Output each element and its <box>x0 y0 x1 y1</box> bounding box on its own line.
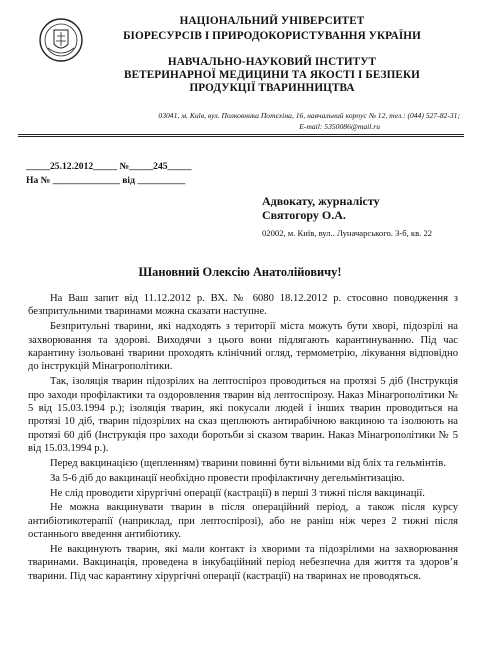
addressee-name: Святогору О.А. <box>262 208 346 222</box>
outgoing-ref-line: _____25.12.2012_____ №_____245_____ <box>26 161 192 172</box>
university-seal-icon <box>38 14 84 66</box>
institute-email: E-mail: 5350086@mail.ru <box>299 122 380 131</box>
body-paragraph: За 5-6 діб до вакцинації необхідно провести профілактичну дегельмінтизацію. <box>50 472 405 484</box>
body-paragraph: Не вакцинують тварин, які мали контакт із хворими та підозрілими на захворювання тваринами. Вакцинація, проведена в інкубаційний період небезпечна для життя та здоров’я тварини. Під час карантину хірургічні операції (кастрації) на тваринах не проводяться. <box>28 544 458 582</box>
addressee-address: 02002, м. Київ, вул.. Луначарського. 3-б, кв. 22 <box>262 228 433 238</box>
body-paragraph: Перед вакцинацією (щепленням) тварини повинні бути вільними від бліх та гельмінтів. <box>50 458 446 470</box>
body-paragraph: Не можна вакцинувати тварин в після операційний період, а також після курсу антибіотикотерапії (наприклад, при лептоспірозі), або не раніш ніж через 2 тижні після останнього введення антибіотику. <box>28 502 458 541</box>
institute-address: 03041, м. Київ, вул. Полковника Потєхіна, 16, навчальний корпус № 12, тел.: (044) 527-82-31; <box>158 111 460 120</box>
institute-name-line2: ВЕТЕРИНАРНОЇ МЕДИЦИНИ ТА ЯКОСТІ І БЕЗПЕКИ <box>124 69 420 81</box>
header-rule-top <box>18 134 464 135</box>
addressee-title: Адвокату, журналісту <box>262 194 380 208</box>
body-paragraph: Так, ізоляція тварин підозрілих на лептоспіроз проводиться на протязі 5 діб (Інструкція про заходи профілактики та оздоровлення тварин від лептоспірозу. Наказ Мінагрополітики № 5 від 15.03.1994 р.); ізоляція тварин, які покусали людей і інших тварин проводиться на протязі 10 діб, тварин підозрілих на сказ щеплюють антирабічною вакциною та ізолюють на протязі 60 діб (Інструкція про заходи боротьби зі сказом тварин. Наказ Мінагрополітики № 5 від 15.03.1994 р.). <box>28 376 458 455</box>
institute-name-line1: НАВЧАЛЬНО-НАУКОВИЙ ІНСТИТУТ <box>167 56 377 68</box>
header-rule-bottom <box>18 136 464 137</box>
salutation: Шановний Олексію Анатолійовичу! <box>138 265 342 279</box>
body-paragraph: Безпритульні тварини, які надходять з території міста можуть бути хворі, підозрілі на захворювання та здорові. Виходячи з цього вони підлягають карантинуванню. Під час карантину ізольовані тварини проходять клінічний огляд, термометрію, лікування відповідно до інструкцій Мінагрополітики. <box>28 321 458 373</box>
university-name-line1: НАЦІОНАЛЬНИЙ УНІВЕРСИТЕТ <box>179 15 365 27</box>
university-name-line2: БІОРЕСУРСІВ І ПРИРОДОКОРИСТУВАННЯ УКРАЇНИ <box>123 30 421 42</box>
body-paragraph: На Ваш запит від 11.12.2012 р. ВХ. № 6080 18.12.2012 р. стосовно поводження з безпритульними тваринами можна сказати наступне. <box>28 293 458 318</box>
institute-name-line3: ПРОДУКЦІЇ ТВАРИННИЦТВА <box>189 82 355 94</box>
body-paragraph: Не слід проводити хірургічні операції (кастрації) в перші 3 тижні після вакцинації. <box>50 487 425 499</box>
letter-body <box>28 292 458 585</box>
incoming-ref-line: На № ______________ від __________ <box>26 175 186 186</box>
